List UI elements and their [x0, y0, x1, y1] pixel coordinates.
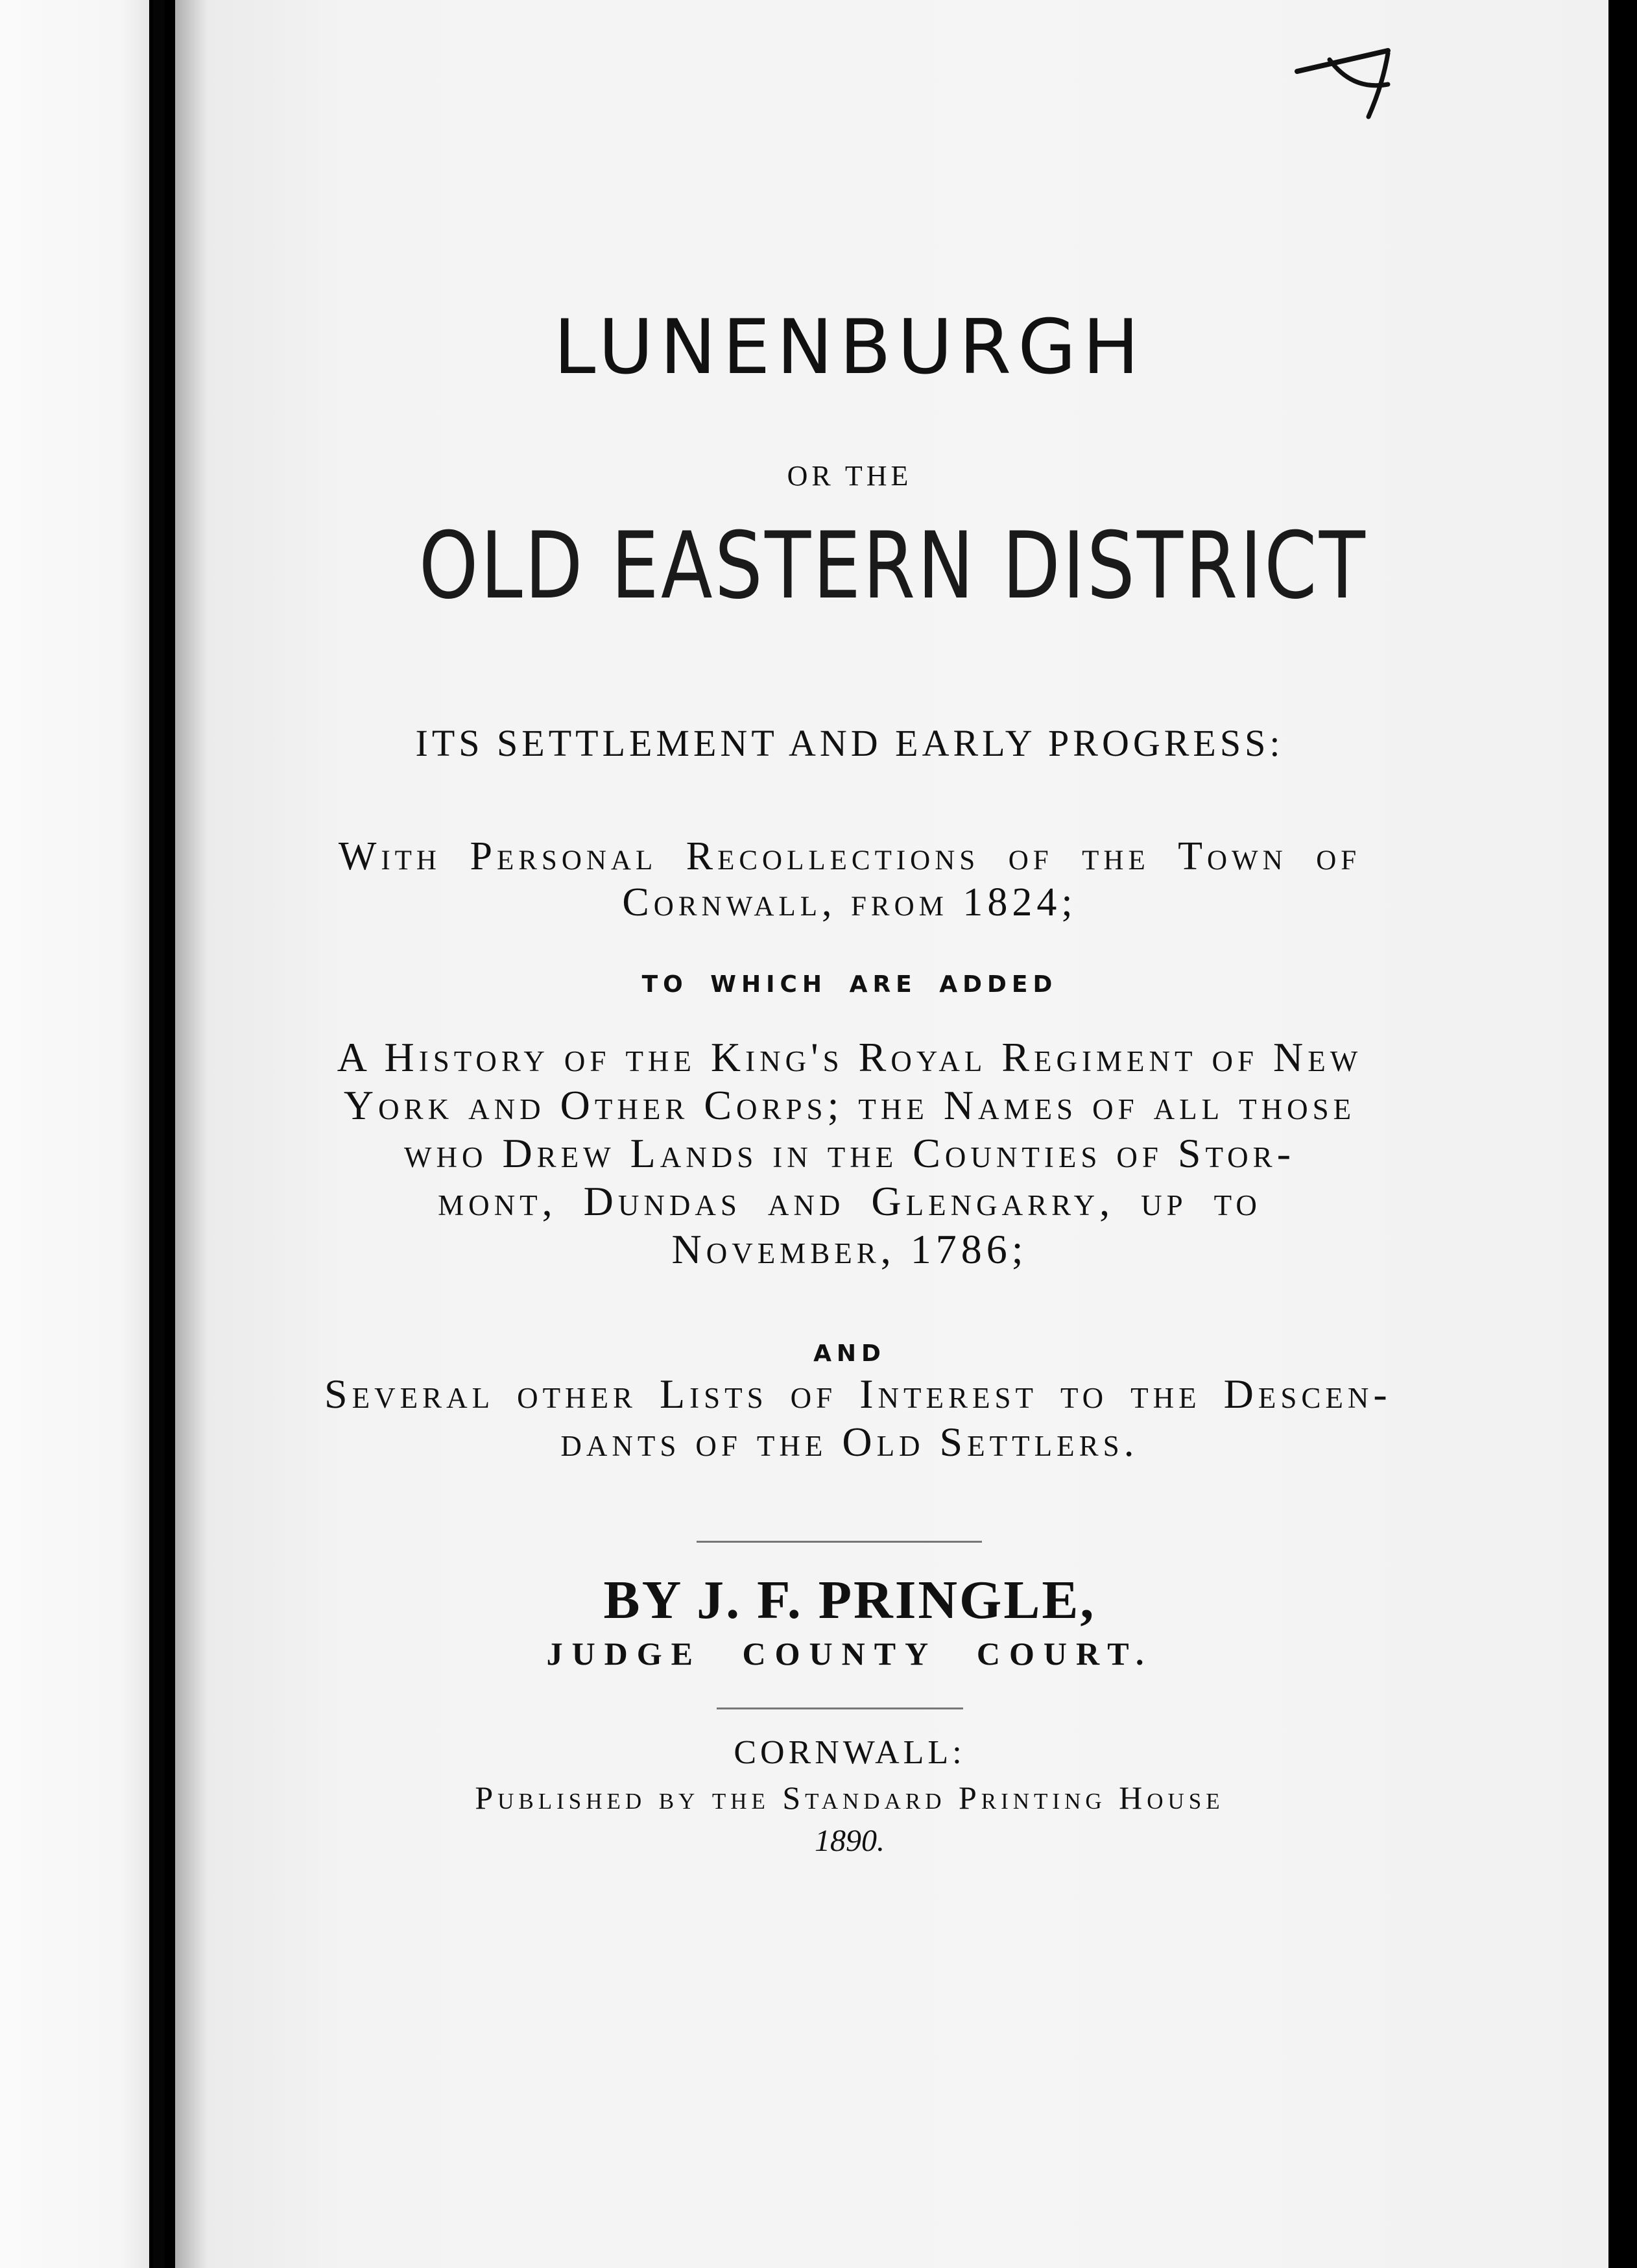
- author-title: JUDGE COUNTY COURT.: [546, 1635, 1153, 1672]
- tagline: ITS SETTLEMENT AND EARLY PROGRESS:: [415, 722, 1284, 764]
- and-heading: AND: [813, 1340, 886, 1367]
- facing-page-edge: [0, 0, 149, 2268]
- divider: [697, 1541, 982, 1543]
- history-line-4: mont, Dundas and Glengarry, up to: [438, 1178, 1261, 1224]
- gutter-shadow: [153, 0, 165, 2268]
- history-line-2: York and Other Corps; the Names of all those: [343, 1082, 1356, 1128]
- spine-shadow: [175, 0, 208, 2268]
- handwritten-mark-icon: [1291, 45, 1407, 123]
- recollections-line-2: Cornwall, from 1824;: [622, 880, 1077, 924]
- imprint-year: 1890.: [815, 1824, 885, 1858]
- history-line-1: A History of the King's Royal Regiment of New: [337, 1034, 1363, 1080]
- history-line-3: who Drew Lands in the Counties of Stor-: [403, 1130, 1296, 1176]
- imprint-place: CORNWALL:: [734, 1734, 966, 1771]
- book-title: LUNENBURGH: [553, 304, 1146, 391]
- several-line-2: dants of the Old Settlers.: [560, 1419, 1139, 1465]
- divider: [717, 1707, 963, 1709]
- imprint-publisher: Published by the Standard Printing House: [475, 1779, 1225, 1816]
- scan-border: [1608, 0, 1637, 2268]
- recollections-line-1: With Personal Recollections of the Town of: [338, 834, 1361, 878]
- several-line-1: Several other Lists of Interest to the Descen-: [324, 1371, 1392, 1417]
- author-byline: BY J. F. PRINGLE,: [603, 1570, 1096, 1630]
- title-connector: OR THE: [787, 460, 913, 492]
- history-line-5: November, 1786;: [671, 1226, 1028, 1272]
- book-subtitle: OLD EASTERN DISTRICT: [418, 513, 1368, 620]
- added-heading: TO WHICH ARE ADDED: [641, 971, 1058, 998]
